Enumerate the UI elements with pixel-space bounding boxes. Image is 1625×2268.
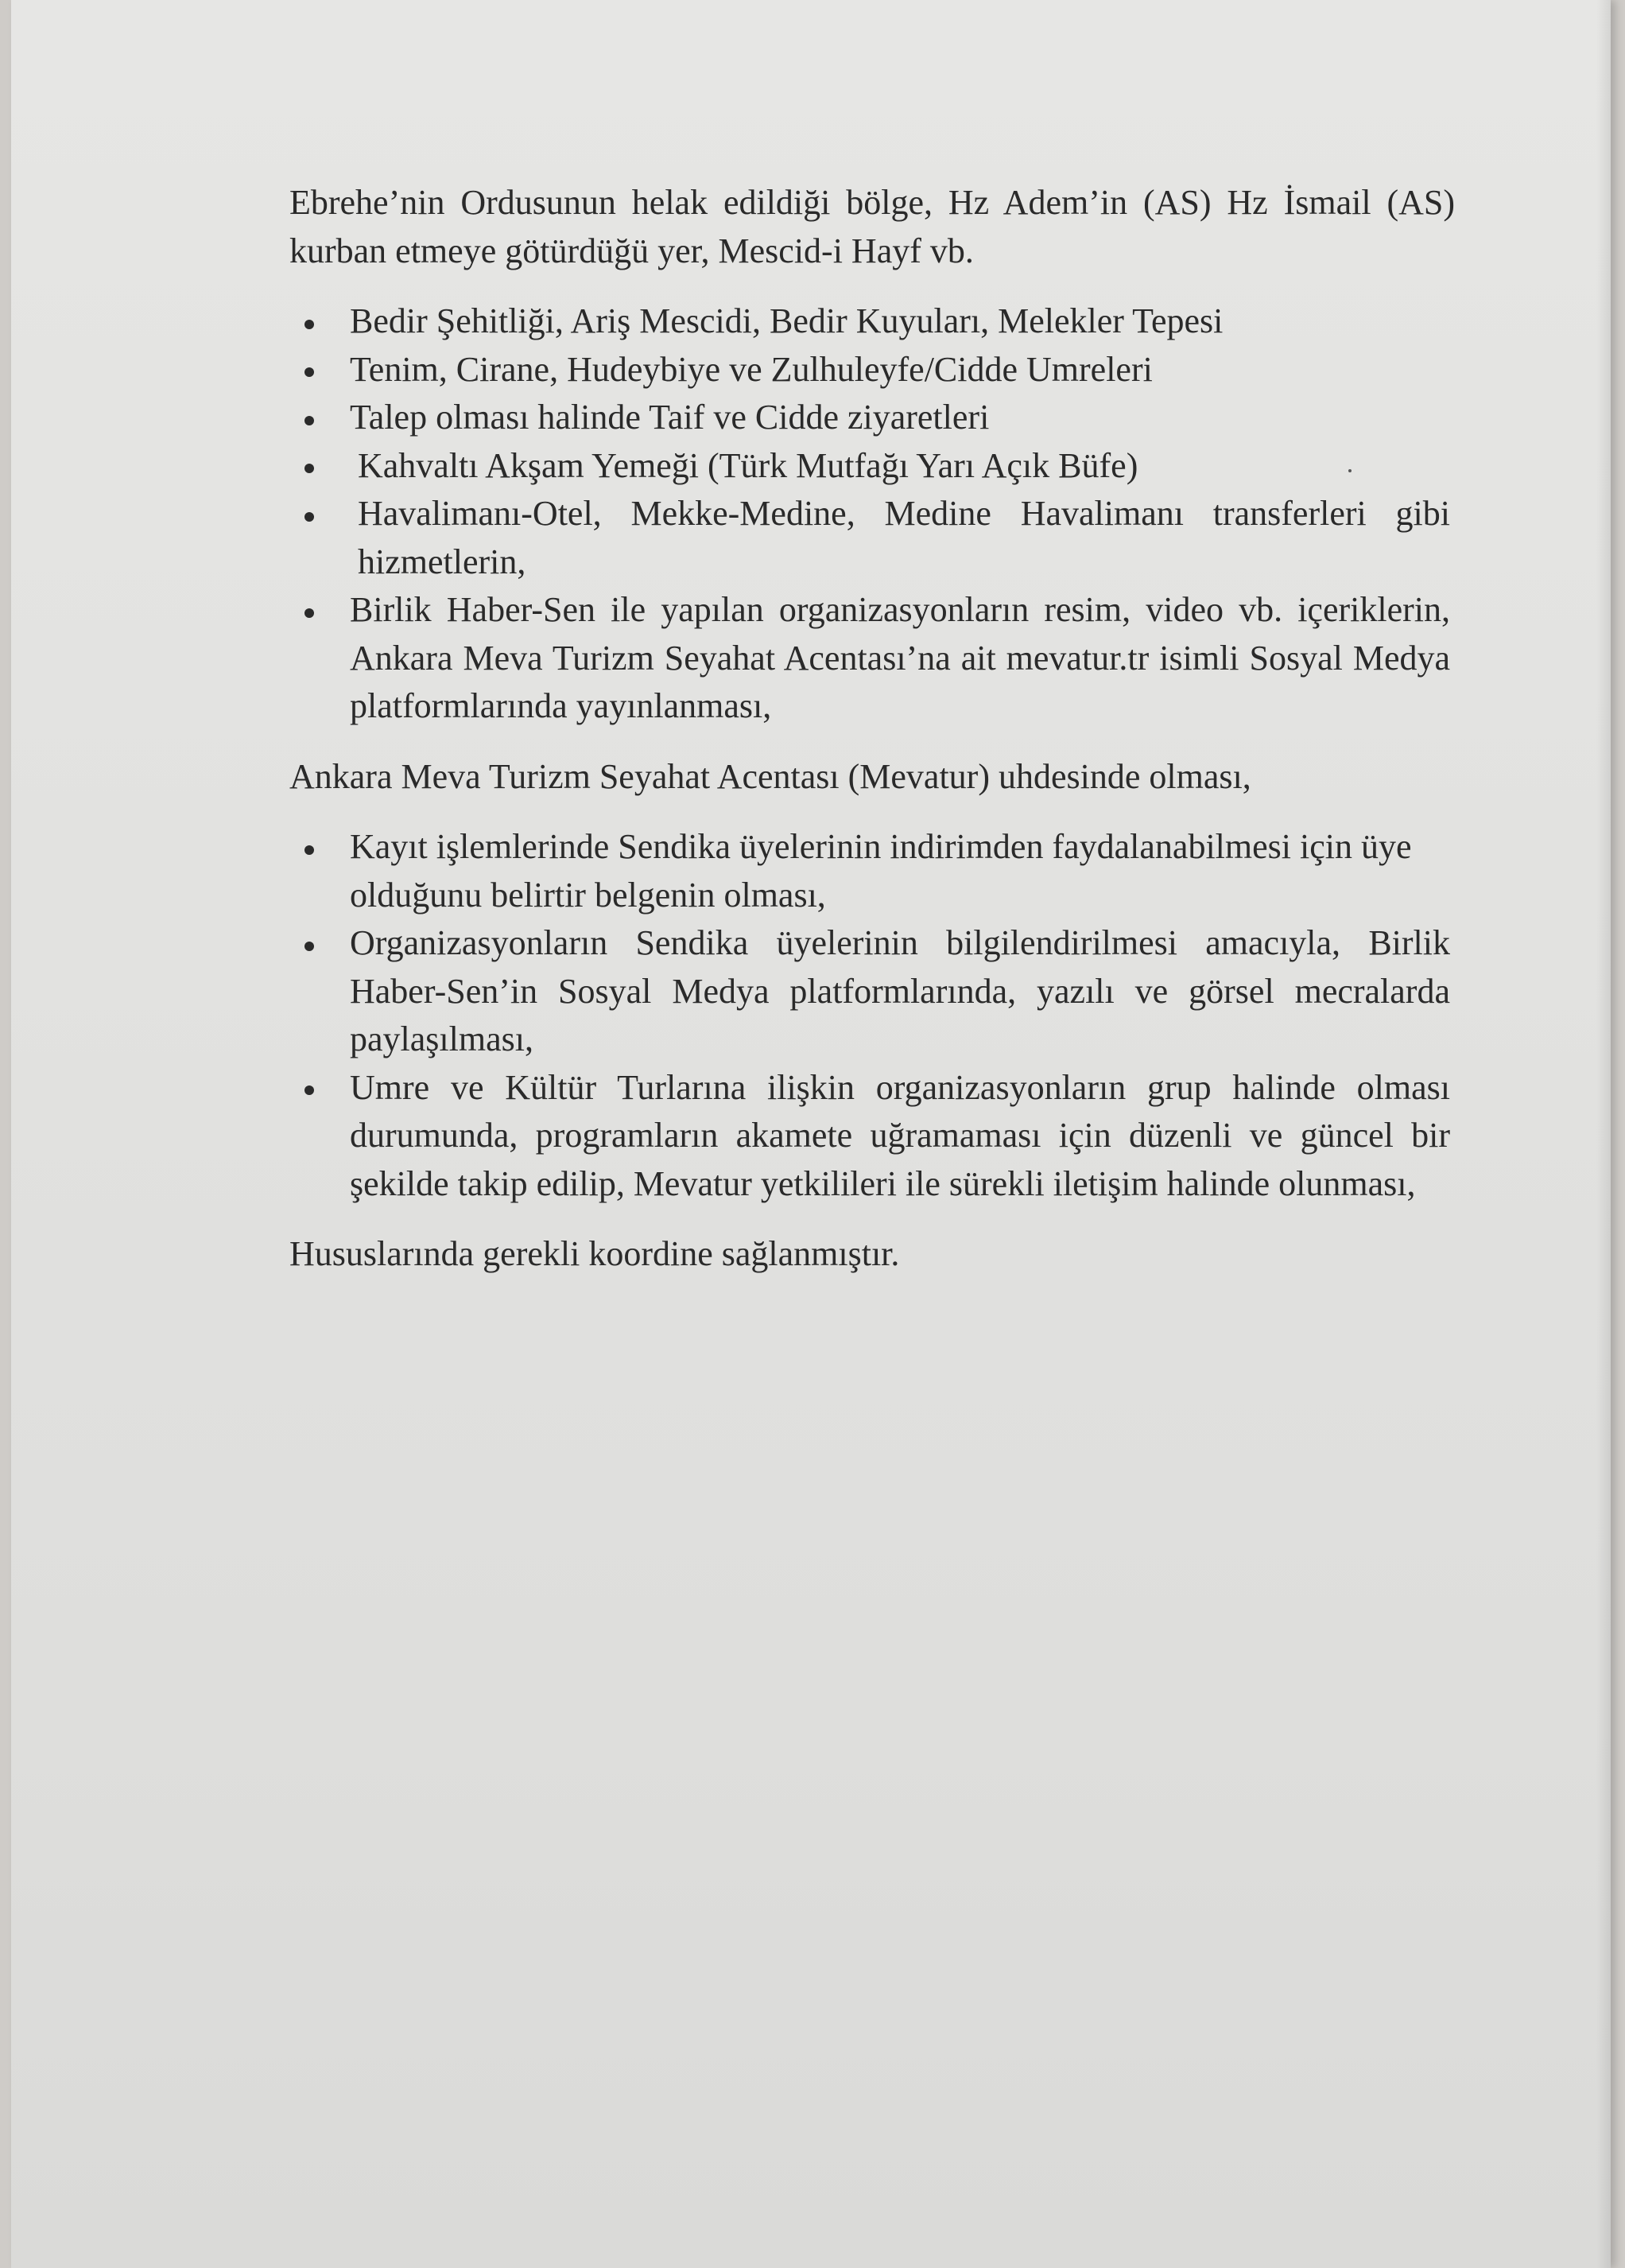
list-item-text: Organizasyonların Sendika üyelerinin bilgilendirilmesi amacıyla, Birlik Haber-Sen’in Sosyal Medya platformlarında, yazılı ve görsel mecralarda paylaşılması, [350,923,1450,1058]
list-item-text: Tenim, Cirane, Hudeybiye ve Zulhuleyfe/Cidde Umreleri [350,349,1153,389]
intro-paragraph: Ebrehe’nin Ordusunun helak edildiği bölge, Hz Adem’in (AS) Hz İsmail (AS) kurban etmeye götürdüğü yer, Mescid-i Hayf vb. [289,183,1455,270]
bullet-icon [304,586,315,635]
list-item [289,442,1450,491]
list-item [289,919,1450,1064]
coordination-list [289,823,1450,1208]
list-item-text: Talep olması halinde Taif ve Cidde ziyaretleri [350,398,990,437]
list-item-text: Birlik Haber-Sen ile yapılan organizasyonların resim, video vb. içeriklerin, Ankara Meva Turizm Seyahat Acentası’na ait mevatur.tr isimli Sosyal Medya platformlarında yayınlanması, [350,590,1450,725]
bullet-icon [304,297,315,346]
list-item-text: Bedir Şehitliği, Ariş Mescidi, Bedir Kuyuları, Melekler Tepesi [350,301,1224,340]
closing-paragraph: Hususlarında gerekli koordine sağlanmıştır. [289,1234,900,1273]
services-list [289,297,1450,731]
bullet-icon [304,394,315,442]
list-item [289,586,1450,731]
list-item-text: Havalimanı-Otel, Mekke-Medine, Medine Havalimanı transferleri gibi hizmetlerin, [358,494,1450,581]
paper-edge-shadow [1596,0,1611,2268]
list-item [289,1064,1450,1209]
list-item [289,823,1450,919]
list-item [289,346,1450,394]
list-item [289,490,1450,586]
bullet-icon [304,919,315,968]
bullet-icon [304,1064,315,1113]
document-body [289,179,1455,1279]
bullet-icon [304,346,315,394]
list-item [289,394,1450,442]
list-item-text: Kayıt işlemlerinde Sendika üyelerinin indirimden faydalanabilmesi için üye olduğunu belirtir belgenin olması, [350,827,1412,915]
list-item-text: Kahvaltı Akşam Yemeği (Türk Mutfağı Yarı Açık Büfe) [358,445,1138,485]
list-item [289,297,1450,346]
bullet-icon [304,442,315,491]
bullet-icon [304,823,315,872]
middle-paragraph: Ankara Meva Turizm Seyahat Acentası (Mevatur) uhdesinde olması, [289,756,1251,796]
paper-sheet [11,0,1611,2268]
list-item-text: Umre ve Kültür Turlarına ilişkin organizasyonların grup halinde olması durumunda, programların akamete uğramaması için düzenli ve güncel bir şekilde takip edilip, Mevatur yetkilileri ile sürekli iletişim halinde olunması, [350,1067,1450,1203]
bullet-icon [304,490,315,538]
